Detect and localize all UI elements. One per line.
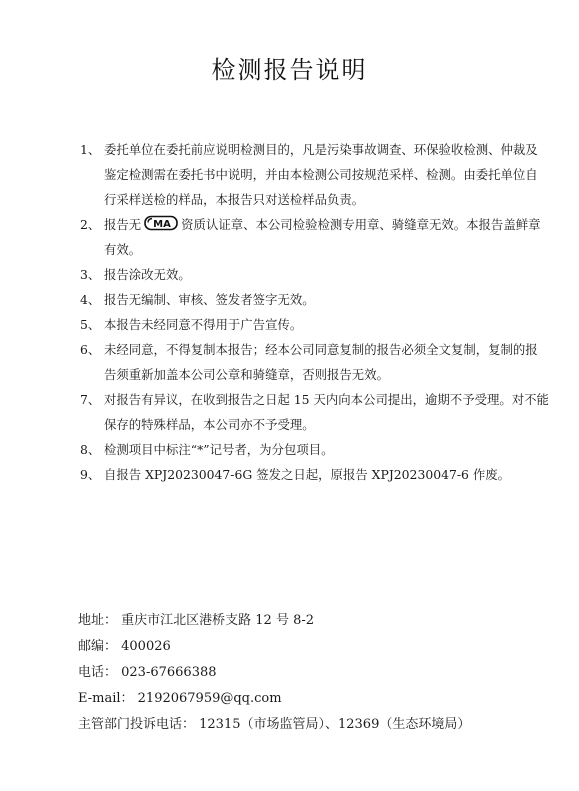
list-item [80,262,550,287]
item-text: 对报告有异议，在收到报告之日起 15 天内向本公司提出，逾期不予受理。对不能保存的特殊样品，本公司亦不予受理。 [104,392,549,432]
item-number: 3、 [80,267,101,282]
item-text [104,212,550,262]
item-text: 报告无编制、审核、签发者签字无效。 [104,292,315,307]
item-number: 4、 [80,292,101,307]
item-number: 1、 [80,142,101,157]
item-text: 报告涂改无效。 [104,267,191,282]
list-item [80,337,550,387]
email-line: E-mail： 2192067959@qq.com [78,691,282,706]
item-number: 9、 [80,467,101,482]
item-text: 本报告未经同意不得用于广告宣传。 [104,317,303,332]
item-number: 7、 [80,392,101,407]
list-item [80,312,550,337]
contact-block [78,608,558,738]
cma-logo [144,215,178,231]
item-text: 自报告 XPJ20230047-6G 签发之日起，原报告 XPJ20230047-6 作废。 [104,467,511,482]
item-text-before: 报告无 [104,217,142,232]
item-number: 5、 [80,317,101,332]
notes-list [80,137,550,487]
item-number: 2、 [80,217,101,232]
item-text: 委托单位在委托前应说明检测目的，凡是污染事故调查、环保验收检测、仲裁及鉴定检测需在委托书中说明，并由本检测公司按规范采样、检测。由委托单位自行采样送检的样品，本报告只对送检样品负责。 [104,142,538,207]
item-text: 检测项目中标注“*”记号者，为分包项目。 [104,442,334,457]
svg-text:MA: MA [153,219,172,230]
page-title: 检测报告说明 [211,56,368,84]
list-item [80,287,550,312]
list-item [80,387,550,437]
phone-line: 电话： 023-67666388 [78,665,217,680]
list-item [80,437,550,462]
item-number: 6、 [80,342,101,357]
item-text-after: 资质认证章、本公司检验检测专用章、骑缝章无效。本报告盖鲜章有效。 [104,217,541,257]
complaint-line: 主管部门投诉电话： 12315（市场监管局）、12369（生态环境局） [78,717,471,732]
address-line: 地址： 重庆市江北区港桥支路 12 号 8-2 [78,613,315,628]
postcode-line: 邮编： 400026 [78,639,171,654]
list-item [80,137,550,212]
list-item [80,212,550,262]
item-text: 未经同意，不得复制本报告；经本公司同意复制的报告必须全文复制，复制的报告须重新加盖本公司公章和骑缝章，否则报告无效。 [104,342,538,382]
list-item [80,462,550,487]
item-number: 8、 [80,442,101,457]
